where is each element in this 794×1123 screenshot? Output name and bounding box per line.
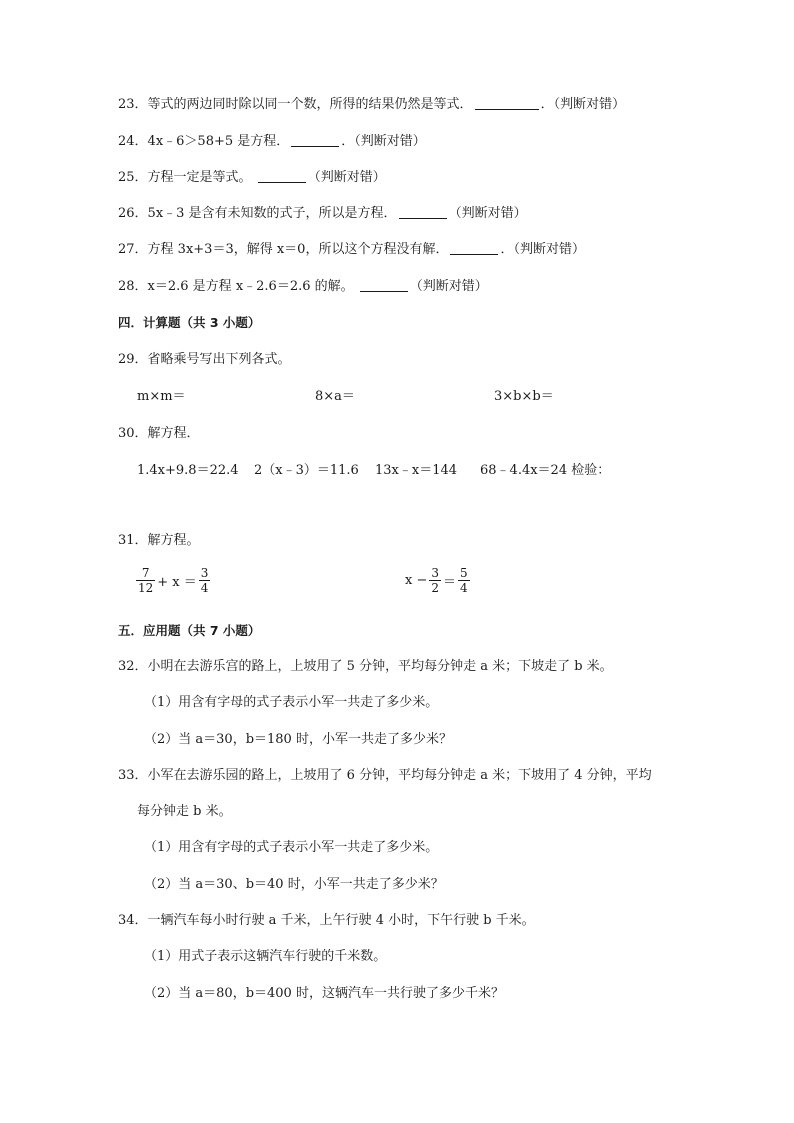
fraction-equation-1: $\frac{7}{12}$ + x ＝ $\frac{3}{4}$ [138, 566, 209, 595]
question-33 [118, 767, 652, 785]
answer-blank[interactable] [291, 133, 339, 147]
expression-item: 3×b×b＝ [494, 389, 554, 404]
question-text: 一辆汽车每小时行驶 a 千米，上午行驶 4 小时，下午行驶 b 千米。 [147, 913, 535, 928]
fraction: $\frac{3}{4}$ [200, 566, 209, 595]
equation-item: 13x﹣x＝144 [375, 463, 458, 478]
sub-question-2: （2）当 a＝30、b＝40 时，小军一共走了多少米？ [144, 877, 444, 892]
question-24 [118, 133, 426, 151]
fraction: $\frac{3}{2}$ [431, 566, 439, 595]
question-text: 方程 3x+3＝3，解得 x＝0，所以这个方程没有解． [147, 242, 449, 257]
question-number: 28． [118, 279, 148, 294]
answer-blank[interactable] [258, 169, 306, 183]
question-text: 小明在去游乐宫的路上，上坡用了 5 分钟，平均每分钟走 a 米；下坡走了 b 米。 [147, 659, 613, 674]
section-heading-application: 五．应用题（共 7 小题） [118, 623, 261, 638]
question-text-continued: 每分钟走 b 米。 [137, 804, 232, 819]
question-31 [118, 532, 200, 550]
fraction: $\frac{7}{12}$ [138, 566, 154, 595]
equation-item: 2（x﹣3）＝11.6 [254, 463, 359, 478]
question-number: 32． [118, 659, 148, 674]
question-28 [118, 278, 488, 296]
question-30 [118, 425, 200, 443]
fraction: $\frac{5}{4}$ [460, 566, 468, 595]
question-29 [118, 351, 291, 369]
question-text: 省略乘号写出下列各式。 [147, 352, 291, 367]
expression-item: 8×a＝ [315, 389, 355, 404]
sub-question-2: （2）当 a＝30，b＝180 时，小军一共走了多少米？ [144, 732, 452, 747]
answer-blank[interactable] [450, 241, 498, 255]
question-number: 30． [118, 426, 148, 441]
question-text: 解方程。 [147, 533, 200, 548]
expression-item: m×m＝ [137, 389, 186, 404]
question-hint: （判断对错） [448, 206, 527, 221]
question-hint: （判断对错） [409, 279, 488, 294]
question-text: x＝2.6 是方程 x﹣2.6＝2.6 的解。 [147, 279, 354, 294]
question-hint: ．（判断对错） [500, 242, 585, 257]
equation-item: 1.4x+9.8＝22.4 [137, 463, 239, 478]
section-heading-calculation: 四．计算题（共 3 小题） [118, 315, 261, 330]
answer-blank[interactable] [475, 96, 539, 110]
sub-question-2: （2）当 a＝80，b＝400 时，这辆汽车一共行驶了多少千米？ [144, 986, 504, 1001]
question-32 [118, 658, 613, 676]
question-text: 4x﹣6＞58+5 是方程． [147, 134, 290, 149]
question-number: 33． [118, 768, 148, 783]
question-number: 26． [118, 206, 148, 221]
answer-blank[interactable] [360, 278, 408, 292]
question-number: 25． [118, 170, 148, 185]
question-number: 23． [118, 97, 148, 112]
question-number: 31． [118, 533, 148, 548]
question-text: 5x﹣3 是含有未知数的式子，所以是方程． [147, 206, 397, 221]
question-text: 小军在去游乐园的路上，上坡用了 6 分钟，平均每分钟走 a 米；下坡用了 4 分钟，平均 [147, 768, 652, 783]
question-hint: ．（判断对错） [341, 134, 426, 149]
question-25 [118, 169, 386, 187]
sub-question-1: （1）用含有字母的式子表示小军一共走了多少米。 [144, 695, 439, 710]
question-26 [118, 205, 527, 223]
answer-blank[interactable] [399, 205, 447, 219]
sub-question-1: （1）用式子表示这辆汽车行驶的千米数。 [144, 949, 387, 964]
question-number: 34． [118, 913, 148, 928]
question-hint: （判断对错） [307, 170, 386, 185]
fraction-equation-2: x − $\frac{3}{2}$ ＝ $\frac{5}{4}$ [405, 566, 468, 595]
question-number: 27． [118, 242, 148, 257]
sub-question-1: （1）用含有字母的式子表示小军一共走了多少米。 [144, 840, 439, 855]
question-27 [118, 241, 585, 259]
question-number: 29． [118, 352, 148, 367]
question-text: 方程一定是等式。 [147, 170, 252, 185]
question-hint: ．（判断对错） [540, 97, 626, 112]
question-text: 解方程． [147, 426, 200, 441]
question-23 [118, 96, 625, 114]
equation-item: 68﹣4.4x＝24 检验： [480, 463, 611, 478]
question-34 [118, 912, 535, 930]
question-number: 24． [118, 134, 148, 149]
question-text: 等式的两边同时除以同一个数，所得的结果仍然是等式． [147, 97, 473, 112]
